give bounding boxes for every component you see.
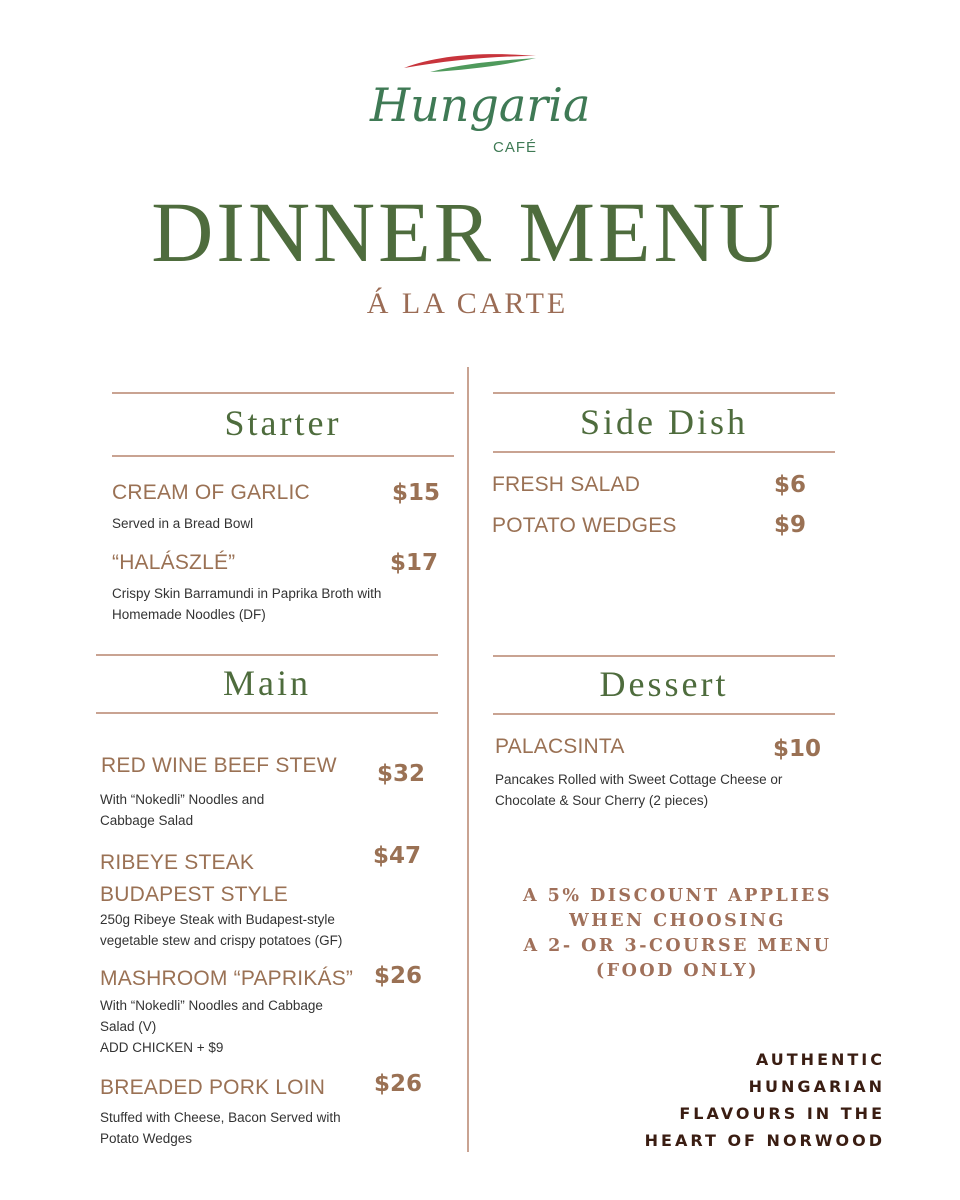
discount-line: A 2- OR 3-COURSE MENU [523,936,832,956]
starter-item-price: $15 [392,480,441,506]
dessert-item-desc: Pancakes Rolled with Sweet Cottage Cheese or Chocolate & Sour Cherry (2 pieces) [495,772,783,808]
dessert-top-rule [493,655,835,657]
starter-item-name: CREAM OF GARLIC [112,481,310,504]
side-dish-item-price: $6 [774,472,807,498]
main-item-extra: ADD CHICKEN + $9 [100,1040,224,1055]
main-item-price: $32 [377,761,426,787]
starter-item-desc: Served in a Bread Bowl [112,516,254,531]
main-bottom-rule [96,712,438,714]
main-item-desc: Stuffed with Cheese, Bacon Served with Potato Wedges [100,1110,341,1146]
starter-bottom-rule [112,455,454,457]
main-item-desc: With “Nokedli” Noodles and Cabbage Salad [100,792,265,828]
discount-line: WHEN CHOOSING [569,911,786,931]
menu-subtitle: Á LA CARTE [366,287,569,320]
menu-title: DINNER MENU [151,184,784,280]
side-dish-section-title: Side Dish [579,402,748,442]
brand-logo-sub: CAFÉ [492,139,537,156]
main-item-price: $26 [374,963,423,989]
starter-section-title: Starter [224,403,342,443]
dessert-item-name: PALACSINTA [495,735,625,758]
dessert-bottom-rule [493,713,835,715]
discount-line: (FOOD ONLY) [595,961,760,981]
side-dish-item-price: $9 [774,512,807,538]
tagline-line: HUNGARIAN [748,1077,885,1096]
main-item-name: BREADED PORK LOIN [100,1076,326,1099]
side-dish-item-name: POTATO WEDGES [492,514,677,537]
starter-item-price: $17 [390,550,439,576]
starter-top-rule [112,392,454,394]
tagline-line: AUTHENTIC [755,1050,885,1069]
main-item-name: RED WINE BEEF STEW [101,754,337,777]
tagline-line: FLAVOURS IN THE [679,1104,885,1123]
tagline-line: HEART OF NORWOOD [644,1131,885,1150]
main-item-desc: 250g Ribeye Steak with Budapest-style vegetable stew and crispy potatoes (GF) [100,912,343,948]
main-item-name: RIBEYE STEAK BUDAPEST STYLE [100,851,288,906]
dessert-section-title: Dessert [599,664,729,704]
main-item-price: $26 [374,1071,423,1097]
logo-swoosh-icon [400,50,540,78]
side-dish-item-name: FRESH SALAD [492,473,641,496]
main-item-name: MASHROOM “PAPRIKÁS” [100,967,354,990]
main-item-desc: With “Nokedli” Noodles and Cabbage Salad (V) [100,998,323,1034]
tagline [640,1046,885,1154]
main-item-price: $47 [373,843,422,869]
column-divider [467,367,469,1152]
starter-item-desc: Crispy Skin Barramundi in Paprika Broth with Homemade Noodles (DF) [112,586,382,622]
main-top-rule [96,654,438,656]
discount-note [505,884,850,984]
discount-line: A 5% DISCOUNT APPLIES [523,886,832,906]
side-dish-bottom-rule [493,451,835,453]
dessert-item-price: $10 [773,736,822,762]
side-dish-top-rule [493,392,835,394]
starter-item-name: “HALÁSZLÉ” [112,551,236,574]
main-section-title: Main [223,663,311,703]
brand-logo-wordmark: Hungaria [370,78,591,132]
